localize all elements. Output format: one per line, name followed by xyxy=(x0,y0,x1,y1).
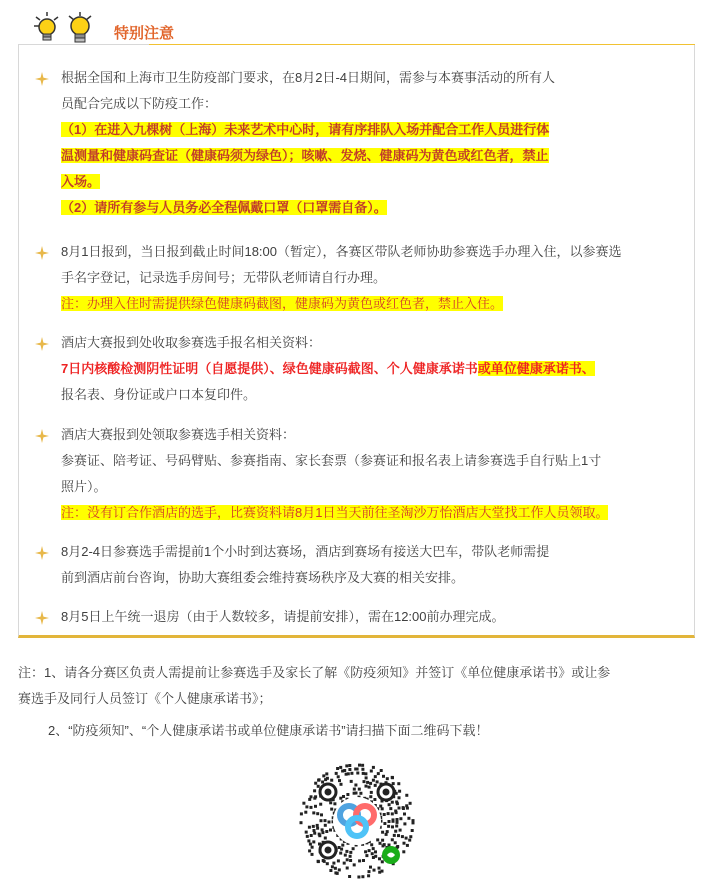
warning-note: 注：没有订合作酒店的选手，比赛资料请8月1日当天前往圣淘沙万怡酒店大堂找工作人员领取。 xyxy=(61,505,609,520)
list-item-text: 8月2-4日参赛选手需提前1个小时到达赛场，酒店到赛场有接送大巴车，带队老师需提 前到酒店前台咨询，协助大赛组委会维持赛场秩序及大赛的相关安排。 xyxy=(61,544,550,585)
highlight-text: 入场。 xyxy=(61,174,101,189)
highlight-text: （1）在进入九棵树（上海）未来艺术中心时，请有序排队入场并配合工作人员进行体 xyxy=(61,122,550,137)
sparkle-icon xyxy=(35,246,49,260)
list-item-text: 8月1日报到，当日报到截止时间18:00（暂定），各赛区带队老师协助参赛选手办理入住，以参赛选 手名字登记，记录选手房间号；无带队老师请自行办理。 注：办理入住时需提供绿色健康码截图，健康码为黄色或红色者，禁止入住。 xyxy=(61,244,622,311)
list-item-text: 根据全国和上海市卫生防疫部门要求，在8月2日-4日期间，需参与本赛事活动的所有人 员配合完成以下防疫工作： （1）在进入九棵树（上海）未来艺术中心时，请有序排队入场并配合工作人员进行体 温测量和健康码查证（健康码须为绿色）；咳嗽、发烧、健康码为黄色或红色者，禁止 入场。 （2）请所有参与人员务必全程佩戴口罩（口罩需自备）。 xyxy=(61,70,556,215)
required-documents: 7日内核酸检测阴性证明（自愿提供）、绿色健康码截图、个人健康承诺书 xyxy=(61,361,478,376)
mini-program-qr-code[interactable] xyxy=(296,760,418,882)
required-documents: 或单位健康承诺书、 xyxy=(477,361,595,376)
list-item-text: 8月5日上午统一退房（由于人数较多，请提前安排），需在12:00前办理完成。 xyxy=(61,609,505,624)
highlight-text: 温测量和健康码查证（健康码须为绿色）；咳嗽、发烧、健康码为黄色或红色者，禁止 xyxy=(61,148,549,163)
footer-note: 2、“防疫须知”、“个人健康承诺书或单位健康承诺书”请扫描下面二维码下载！ xyxy=(48,723,489,738)
section-title: 特别注意 xyxy=(114,25,175,42)
divider xyxy=(149,44,695,45)
sparkle-icon xyxy=(35,337,49,351)
notice-box xyxy=(18,44,695,638)
highlight-text: （2）请所有参与人员务必全程佩戴口罩（口罩需自备）。 xyxy=(61,200,387,215)
footer-note: 注：1、请各分赛区负责人需提前让参赛选手及家长了解《防疫须知》并签订《单位健康承诺书》或让参 赛选手及同行人员签订《个人健康承诺书》； xyxy=(18,665,611,706)
lightbulb-icon xyxy=(30,8,110,48)
sparkle-icon xyxy=(35,611,49,625)
list-item-text: 酒店大赛报到处收取参赛选手报名相关资料： 7日内核酸检测阴性证明（自愿提供）、绿色健康码截图、个人健康承诺书或单位健康承诺书、 报名表、身份证或户口本复印件。 xyxy=(61,335,595,402)
sparkle-icon xyxy=(35,546,49,560)
warning-note: 注：办理入住时需提供绿色健康码截图，健康码为黄色或红色者，禁止入住。 xyxy=(61,296,504,311)
list-item-text: 酒店大赛报到处领取参赛选手相关资料： 参赛证、陪考证、号码臂贴、参赛指南、家长套票（参赛证和报名表上请参赛选手自行贴上1寸 照片）。 注：没有订合作酒店的选手，比赛资料请8月1日当天前往圣淘沙万怡酒店大堂找工作人员领取。 xyxy=(61,427,609,520)
sparkle-icon xyxy=(35,429,49,443)
sparkle-icon xyxy=(35,72,49,86)
